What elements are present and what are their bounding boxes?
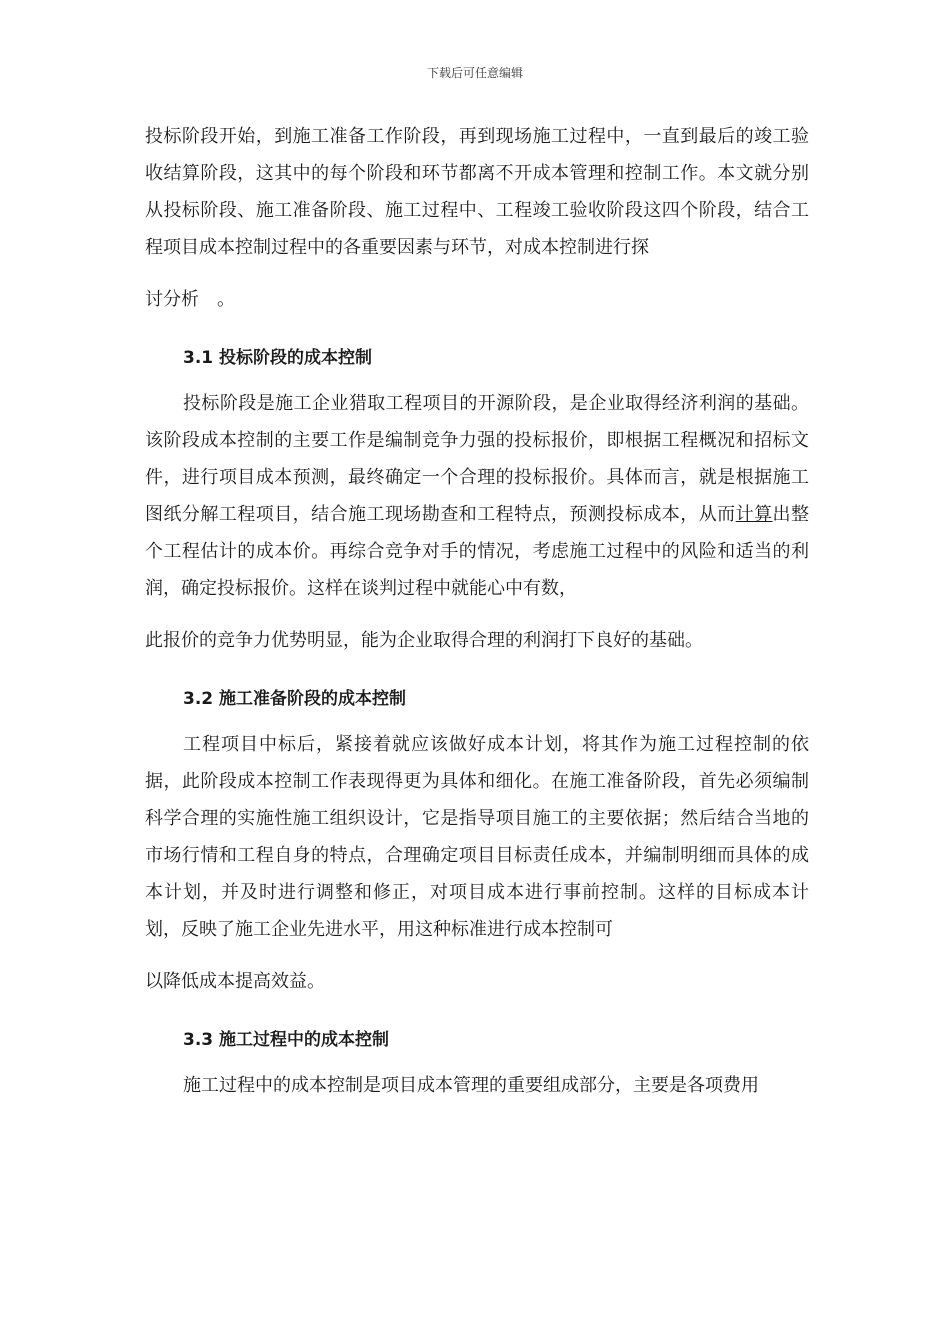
page-header: 下载后可任意编辑 <box>426 66 523 80</box>
intro-paragraph-tail: 讨分析 。 <box>145 289 235 310</box>
section-3-2-paragraph: 工程项目中标后，紧接着就应该做好成本计划，将其作为施工过程控制的依据，此阶段成本控制工作表现得更为具体和细化。在施工准备阶段，首先必须编制科学合理的实施性施工组织设计，它是指导项目施工的主要依据；然后结合当地的市场行情和工程自身的特点，合理确定项目目标责任成本，并编制明细而具体的成本计划，并及时进行调整和修正，对项目成本进行事前控制。这样的目标成本计划，反映了施工企业先进水平，用这种标准进行成本控制可 <box>145 734 809 940</box>
section-3-3-paragraph: 施工过程中的成本控制是项目成本管理的重要组成部分，主要是各项费用 <box>183 1075 759 1096</box>
section-3-2-paragraph-tail: 以降低成本提高效益。 <box>145 971 325 992</box>
section-3-1-text-b: 出整个工程估计的成本价。再综合竞争对手的情况，考虑施工过程中的风险和适当的利润，确定投标报价。这样在谈判过程中就能心中有数， <box>145 504 810 599</box>
underlined-term: 计算 <box>735 504 773 525</box>
intro-paragraph: 投标阶段开始，到施工准备工作阶段，再到现场施工过程中，一直到最后的竣工验收结算阶段，这其中的每个阶段和环节都离不开成本管理和控制工作。本文就分别从投标阶段、施工准备阶段、施工过程中、工程竣工验收阶段这四个阶段，结合工程项目成本控制过程中的各重要因素与环节，对成本控制进行探 <box>145 126 809 258</box>
section-3-1-paragraph-tail: 此报价的竞争力优势明显，能为企业取得合理的利润打下良好的基础。 <box>145 630 703 651</box>
document-body <box>145 118 809 1104</box>
section-3-1-paragraph <box>145 385 809 607</box>
section-heading-3-3: 3.3 施工过程中的成本控制 <box>183 1030 390 1050</box>
section-heading-3-2: 3.2 施工准备阶段的成本控制 <box>183 689 407 709</box>
section-heading-3-1: 3.1 投标阶段的成本控制 <box>183 348 373 368</box>
section-3-1-text-a: 投标阶段是施工企业猎取工程项目的开源阶段，是企业取得经济利润的基础。该阶段成本控制的主要工作是编制竞争力强的投标报价，即根据工程概况和招标文件，进行项目成本预测，最终确定一个合理的投标报价。具体而言，就是根据施工图纸分解工程项目，结合施工现场勘查和工程特点，预测投标成本，从而 <box>145 393 809 525</box>
